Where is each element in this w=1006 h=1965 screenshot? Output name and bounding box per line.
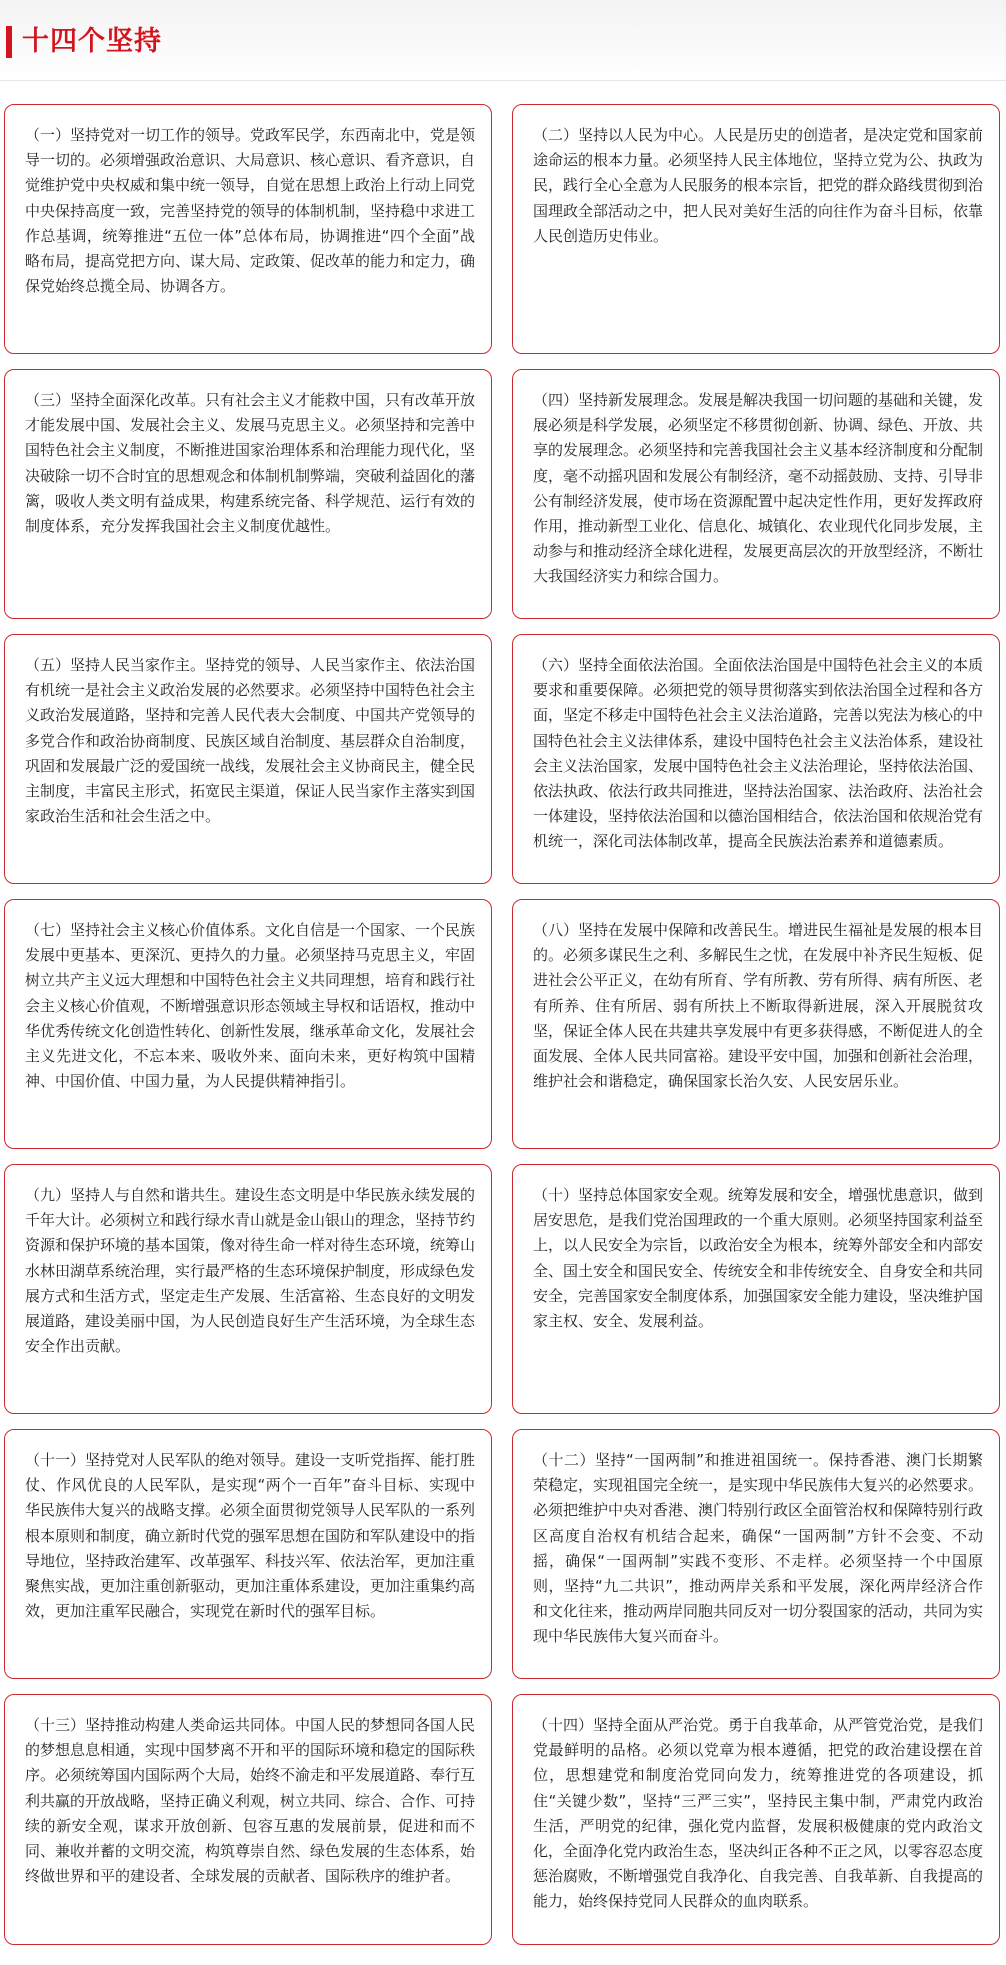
- principle-text: （十）坚持总体国家安全观。统筹发展和安全，增强忧患意识，做到居安思危，是我们党治国理政的一个重大原则。必须坚持国家利益至上，以人民安全为宗旨，以政治安全为根本，统筹外部安全和内部安全、国土安全和国民安全、传统安全和非传统安全、自身安全和共同安全，完善国家安全制度体系，加强国家安全能力建设，坚决维护国家主权、安全、发展利益。: [533, 1186, 984, 1331]
- principle-card-10: [512, 1164, 1000, 1414]
- principle-text: （八）坚持在发展中保障和改善民生。增进民生福祉是发展的根本目的。必须多谋民生之利、多解民生之忧，在发展中补齐民生短板、促进社会公平正义，在幼有所育、学有所教、劳有所得、病有所医、老有所养、住有所居、弱有所扶上不断取得新进展，深入开展脱贫攻坚，保证全体人民在共建共享发展中有更多获得感，不断促进人的全面发展、全体人民共同富裕。建设平安中国，加强和创新社会治理，维护社会和谐稳定，确保国家长治久安、人民安居乐业。: [533, 921, 984, 1091]
- principle-text: （一）坚持党对一切工作的领导。党政军民学，东西南北中，党是领导一切的。必须增强政治意识、大局意识、核心意识、看齐意识，自觉维护党中央权威和集中统一领导，自觉在思想上政治上行动上同党中央保持高度一致，完善坚持党的领导的体制机制，坚持稳中求进工作总基调，统筹推进“五位一体”总体布局，协调推进“四个全面”战略布局，提高党把方向、谋大局、定政策、促改革的能力和定力，确保党始终总揽全局、协调各方。: [25, 126, 476, 296]
- principle-text: （十二）坚持“一国两制”和推进祖国统一。保持香港、澳门长期繁荣稳定，实现祖国完全统一，是实现中华民族伟大复兴的必然要求。必须把维护中央对香港、澳门特别行政区全面管治权和保障特别行政区高度自治权有机结合起来，确保“一国两制”方针不会变、不动摇，确保“一国两制”实践不变形、不走样。必须坚持一个中国原则，坚持“九二共识”，推动两岸关系和平发展，深化两岸经济合作和文化往来，推动两岸同胞共同反对一切分裂国家的活动，共同为实现中华民族伟大复兴而奋斗。: [533, 1451, 984, 1646]
- principle-card-2: [512, 104, 1000, 354]
- principle-text: （二）坚持以人民为中心。人民是历史的创造者，是决定党和国家前途命运的根本力量。必须坚持人民主体地位，坚持立党为公、执政为民，践行全心全意为人民服务的根本宗旨，把党的群众路线贯彻到治国理政全部活动之中，把人民对美好生活的向往作为奋斗目标，依靠人民创造历史伟业。: [533, 126, 984, 245]
- principle-card-12: [512, 1429, 1000, 1679]
- principle-card-1: [4, 104, 492, 354]
- principle-text: （四）坚持新发展理念。发展是解决我国一切问题的基础和关键，发展必须是科学发展，必须坚定不移贯彻创新、协调、绿色、开放、共享的发展理念。必须坚持和完善我国社会主义基本经济制度和分配制度，毫不动摇巩固和发展公有制经济，毫不动摇鼓励、支持、引导非公有制经济发展，使市场在资源配置中起决定性作用，更好发挥政府作用，推动新型工业化、信息化、城镇化、农业现代化同步发展，主动参与和推动经济全球化进程，发展更高层次的开放型经济，不断壮大我国经济实力和综合国力。: [533, 391, 984, 586]
- principle-text: （十四）坚持全面从严治党。勇于自我革命，从严管党治党，是我们党最鲜明的品格。必须以党章为根本遵循，把党的政治建设摆在首位，思想建党和制度治党同向发力，统筹推进党的各项建设，抓住“关键少数”，坚持“三严三实”，坚持民主集中制，严肃党内政治生活，严明党的纪律，强化党内监督，发展积极健康的党内政治文化，全面净化党内政治生态，坚决纠正各种不正之风，以零容忍态度惩治腐败，不断增强党自我净化、自我完善、自我革新、自我提高的能力，始终保持党同人民群众的血肉联系。: [533, 1716, 984, 1911]
- principle-text: （十三）坚持推动构建人类命运共同体。中国人民的梦想同各国人民的梦想息息相通，实现中国梦离不开和平的国际环境和稳定的国际秩序。必须统筹国内国际两个大局，始终不渝走和平发展道路、奉行互利共赢的开放战略，坚持正确义利观，树立共同、综合、合作、可持续的新安全观，谋求开放创新、包容互惠的发展前景，促进和而不同、兼收并蓄的文明交流，构筑尊崇自然、绿色发展的生态体系，始终做世界和平的建设者、全球发展的贡献者、国际秩序的维护者。: [25, 1716, 476, 1886]
- page-title: 十四个坚持: [22, 26, 162, 57]
- principle-text: （六）坚持全面依法治国。全面依法治国是中国特色社会主义的本质要求和重要保障。必须把党的领导贯彻落实到依法治国全过程和各方面，坚定不移走中国特色社会主义法治道路，完善以宪法为核心的中国特色社会主义法律体系，建设中国特色社会主义法治体系，建设社会主义法治国家，发展中国特色社会主义法治理论，坚持依法治国、依法执政、依法行政共同推进，坚持法治国家、法治政府、法治社会一体建设，坚持依法治国和以德治国相结合，依法治国和依规治党有机统一，深化司法体制改革，提高全民族法治素养和道德素质。: [533, 656, 984, 851]
- principle-text: （九）坚持人与自然和谐共生。建设生态文明是中华民族永续发展的千年大计。必须树立和践行绿水青山就是金山银山的理念，坚持节约资源和保护环境的基本国策，像对待生命一样对待生态环境，统筹山水林田湖草系统治理，实行最严格的生态环境保护制度，形成绿色发展方式和生活方式，坚定走生产发展、生活富裕、生态良好的文明发展道路，建设美丽中国，为人民创造良好生产生活环境，为全球生态安全作出贡献。: [25, 1186, 476, 1356]
- principle-card-5: [4, 634, 492, 884]
- principle-card-8: [512, 899, 1000, 1149]
- principle-card-4: [512, 369, 1000, 619]
- principle-card-6: [512, 634, 1000, 884]
- principle-card-3: [4, 369, 492, 619]
- principle-text: （十一）坚持党对人民军队的绝对领导。建设一支听党指挥、能打胜仗、作风优良的人民军队，是实现“两个一百年”奋斗目标、实现中华民族伟大复兴的战略支撑。必须全面贯彻党领导人民军队的一系列根本原则和制度，确立新时代党的强军思想在国防和军队建设中的指导地位，坚持政治建军、改革强军、科技兴军、依法治军，更加注重聚焦实战，更加注重创新驱动，更加注重体系建设，更加注重集约高效，更加注重军民融合，实现党在新时代的强军目标。: [25, 1451, 476, 1621]
- principle-card-11: [4, 1429, 492, 1679]
- principle-card-14: [512, 1694, 1000, 1945]
- principle-card-13: [4, 1694, 492, 1945]
- principle-card-9: [4, 1164, 492, 1414]
- principle-card-7: [4, 899, 492, 1149]
- principle-text: （七）坚持社会主义核心价值体系。文化自信是一个国家、一个民族发展中更基本、更深沉、更持久的力量。必须坚持马克思主义，牢固树立共产主义远大理想和中国特色社会主义共同理想，培育和践行社会主义核心价值观，不断增强意识形态领域主导权和话语权，推动中华优秀传统文化创造性转化、创新性发展，继承革命文化，发展社会主义先进文化，不忘本来、吸收外来、面向未来，更好构筑中国精神、中国价值、中国力量，为人民提供精神指引。: [25, 921, 476, 1091]
- principle-text: （五）坚持人民当家作主。坚持党的领导、人民当家作主、依法治国有机统一是社会主义政治发展的必然要求。必须坚持中国特色社会主义政治发展道路，坚持和完善人民代表大会制度、中国共产党领导的多党合作和政治协商制度、民族区域自治制度、基层群众自治制度，巩固和发展最广泛的爱国统一战线，发展社会主义协商民主，健全民主制度，丰富民主形式，拓宽民主渠道，保证人民当家作主落实到国家政治生活和社会生活之中。: [25, 656, 476, 826]
- principle-text: （三）坚持全面深化改革。只有社会主义才能救中国，只有改革开放才能发展中国、发展社会主义、发展马克思主义。必须坚持和完善中国特色社会主义制度，不断推进国家治理体系和治理能力现代化，坚决破除一切不合时宜的思想观念和体制机制弊端，突破利益固化的藩篱，吸收人类文明有益成果，构建系统完备、科学规范、运行有效的制度体系，充分发挥我国社会主义制度优越性。: [25, 391, 476, 536]
